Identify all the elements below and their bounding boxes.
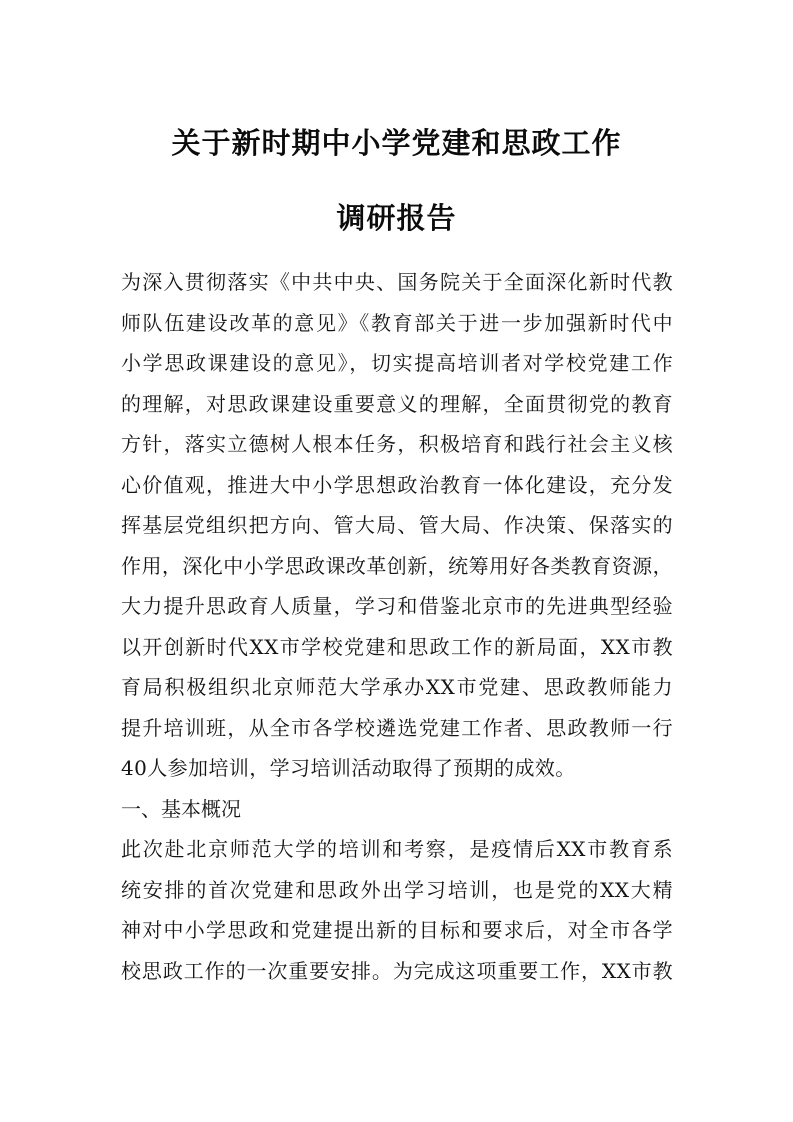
document-title-line-2: 调研报告: [336, 201, 457, 235]
paragraph-line: 方针，落实立德树人根本任务，积极培育和践行社会主义核: [121, 432, 673, 456]
paragraph-line: 师队伍建设改革的意见》《教育部关于进一步加强新时代中: [121, 310, 673, 335]
paragraph-line: 提升培训班，从全市各学校遴选党建工作者、思政教师一行: [121, 715, 673, 740]
document-body: [121, 262, 673, 991]
paragraph-line: 以开创新时代XX市学校党建和思政工作的新局面，XX市教: [121, 634, 673, 659]
paragraph-line: 神对中小学思政和党建提出新的目标和要求后，对全市各学: [121, 918, 673, 942]
paragraph-line: 的理解，对思政课建设重要意义的理解，全面贯彻党的教育: [121, 391, 673, 416]
paragraph-line: 统安排的首次党建和思政外出学习培训，也是党的XX大精: [121, 877, 673, 902]
paragraph-line: 小学思政课建设的意见》，切实提高培训者对学校党建工作: [121, 351, 673, 375]
paragraph-line: 大力提升思政育人质量，学习和借鉴北京市的先进典型经验: [121, 594, 673, 618]
paragraph-line: 育局积极组织北京师范大学承办XX市党建、思政教师能力: [121, 675, 673, 699]
paragraph-line: 此次赴北京师范大学的培训和考察，是疫情后XX市教育系: [121, 837, 673, 861]
paragraph-intro: [121, 262, 673, 789]
paragraph-line: 为深入贯彻落实《中共中央、国务院关于全面深化新时代教: [121, 270, 673, 294]
paragraph-line: 校思政工作的一次重要安排。为完成这项重要工作，XX市教: [121, 958, 673, 983]
paragraph-line: 作用，深化中小学思政课改革创新，统筹用好各类教育资源，: [121, 553, 673, 578]
paragraph-line: 心价值观，推进大中小学思想政治教育一体化建设，充分发: [121, 472, 673, 497]
section-heading-basic-overview: 一、基本概况: [121, 796, 241, 821]
paragraph-line: 挥基层党组织把方向、管大局、管大局、作决策、保落实的: [121, 513, 673, 537]
paragraph-overview: [121, 829, 673, 991]
paragraph-line: 40人参加培训，学习培训活动取得了预期的成效。: [121, 756, 576, 780]
document-title-line-1: 关于新时期中小学党建和思政工作: [171, 126, 622, 160]
